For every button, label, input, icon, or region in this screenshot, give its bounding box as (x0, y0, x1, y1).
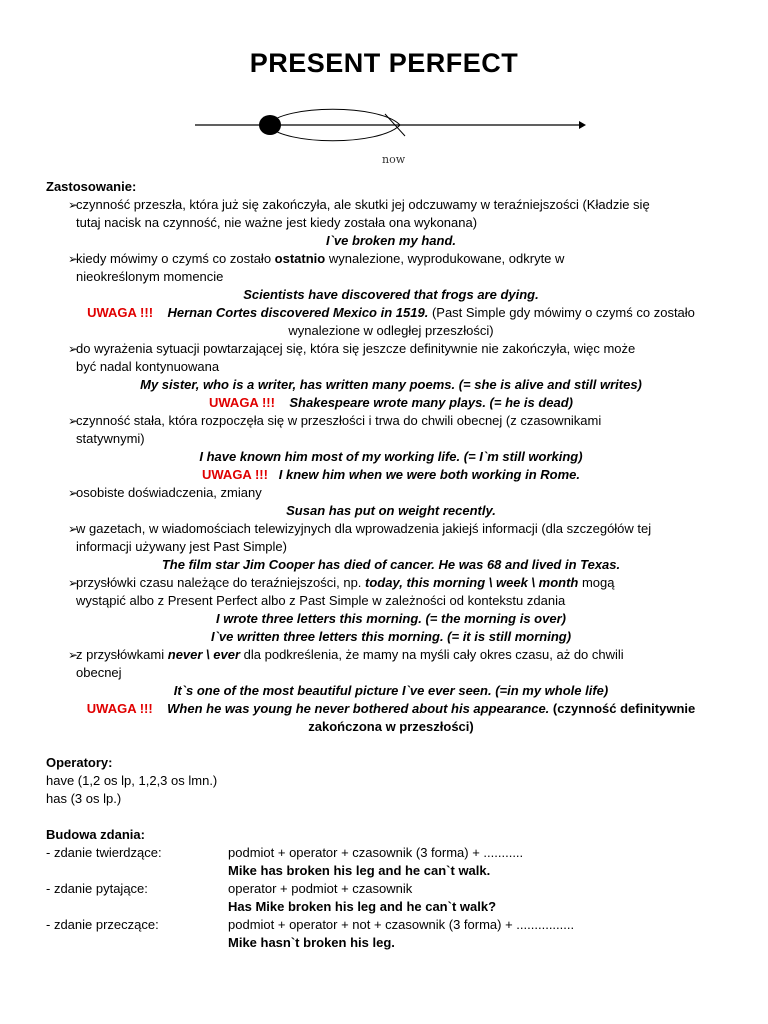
section-heading-zastosowanie: Zastosowanie: (46, 179, 137, 194)
section-heading-budowa: Budowa zdania: (46, 827, 145, 842)
warning-note: UWAGA !!! Hernan Cortes discovered Mexico in 1519. (Past Simple gdy mówimy o czymś co zostało (87, 305, 695, 320)
example-sentence: The film star Jim Cooper has died of cancer. He was 68 and lived in Texas. (161, 557, 621, 572)
example-sentence: It`s one of the most beautiful picture I`ve ever seen. (=in my whole life) (173, 683, 609, 698)
arrow-bullet-icon: ➢ (68, 342, 79, 356)
sentence-structure-row: - zdanie przeczące: podmiot + operator + not + czasownik (3 forma) + ................ (46, 917, 575, 932)
example-sentence: I`ve broken my hand. (325, 233, 457, 248)
example-sentence: My sister, who is a writer, has written many poems. (= she is alive and still writes) (140, 377, 642, 392)
timeline-diagram (195, 106, 587, 146)
arrow-bullet-icon: ➢ (68, 252, 79, 266)
example-sentence: I`ve written three letters this morning. (= it is still morning) (210, 629, 572, 644)
warning-note: UWAGA !!! When he was young he never bothered about his appearance. (czynność definitywnie (86, 701, 696, 716)
warning-label: UWAGA !!! (86, 701, 153, 716)
example-sentence: I wrote three letters this morning. (= the morning is over) (216, 611, 566, 626)
list-item: ➢ czynność przeszła, która już się zakończyła, ale skutki jej odczuwamy w teraźniejszości (Kładzie się tutaj nacisk na czynność, nie ważne jest kiedy została ona wykonana) (68, 197, 650, 230)
warning-label: UWAGA !!! (87, 305, 154, 320)
example-sentence: Susan has put on weight recently. (286, 503, 496, 518)
operator-has: has (3 os lp.) (46, 791, 122, 806)
section-heading-operatory: Operatory: (46, 755, 113, 770)
list-item: ➢ do wyrażenia sytuacji powtarzającej się, która się jeszcze definitywnie nie zakończyła, więc może być nadal kontynuowana (68, 341, 636, 374)
list-item: ➢ z przysłówkami never \ ever dla podkreślenia, że mamy na myśli cały okres czasu, aż do chwili obecnej (68, 647, 624, 680)
example-sentence: Mike hasn`t broken his leg. (228, 935, 395, 950)
now-label: now (382, 153, 406, 166)
arrow-bullet-icon: ➢ (68, 198, 79, 212)
warning-note: UWAGA !!! I knew him when we were both working in Rome. (201, 467, 580, 482)
list-item: ➢ przysłówki czasu należące do teraźniejszości, np. today, this morning \ week \ month mogą wystąpić albo z Present Perfect albo z Past Simple w zależności od kontekstu zdania (68, 575, 615, 608)
example-sentence: Scientists have discovered that frogs are dying. (243, 287, 539, 302)
arrow-bullet-icon: ➢ (68, 414, 79, 428)
list-item: ➢ czynność stała, która rozpoczęła się w przeszłości i trwa do chwili obecnej (z czasownikami statywnymi) (68, 413, 602, 446)
example-sentence: Mike has broken his leg and he can`t walk. (228, 863, 491, 878)
sentence-structure-row: - zdanie pytające: operator + podmiot + czasownik (46, 881, 413, 896)
sentence-structure-row: - zdanie twierdzące: podmiot + operator + czasownik (3 forma) + ........... (46, 845, 524, 860)
arrow-bullet-icon: ➢ (68, 522, 79, 536)
list-item: ➢ kiedy mówimy o czymś co zostało ostatnio wynalezione, wyprodukowane, odkryte w nieokreślonym momencie (68, 251, 565, 284)
arrow-bullet-icon: ➢ (68, 486, 79, 500)
example-sentence: I have known him most of my working life. (= I`m still working) (199, 449, 583, 464)
arrow-bullet-icon: ➢ (68, 648, 79, 662)
warning-label: UWAGA !!! (208, 395, 275, 410)
past-action-dot (259, 115, 281, 135)
list-item: ➢ osobiste doświadczenia, zmiany (68, 485, 262, 500)
list-item: ➢ w gazetach, w wiadomościach telewizyjnych dla wprowadzenia jakiejś informacji (dla szczegółów tej informacji używany jest Past Simple) (68, 521, 652, 554)
warning-note: UWAGA !!! Shakespeare wrote many plays. (= he is dead) (208, 395, 573, 410)
warning-label: UWAGA !!! (201, 467, 268, 482)
page-title: PRESENT PERFECT (249, 48, 519, 78)
timeline-arrowhead (579, 121, 586, 129)
document-body: Zastosowanie: ➢ czynność przeszła, która już się zakończyła, ale skutki jej odczuwamy w teraźniejszości (Kładzie się tutaj nacisk na czynność, nie ważne jest kiedy została ona wykonana) I`ve broken my hand. ➢ kiedy mówimy o czymś co zostało ostatnio wynalezione, wyprodukowane, odkryte w nieokreślonym momencie Scientists have discovered that frogs are dying. UWAGA !!! Hernan Cortes discovered Mexico in 1519. (Past Simple gdy mówimy o czymś co zostało wynalezione w odległej przeszłości) ➢ do wyrażenia sytuacji powtarzającej się, która się jeszcze definitywnie nie zakończyła, więc może być nadal kontynuowana My sister, who is a writer, has written many poems. (= she is alive and still writes) UWAGA !!! Shakespeare wrote many plays. (= he is dead) ➢ czynność stała, która rozpoczęła się w przeszłości i trwa do chwili obecnej (z czasownikami statywnymi) I have known him most of my working life. (= I`m still working) UWAGA !!! I knew him when we were both working in Rome. ➢ osobiste doświadczenia, zmiany Susan has put on weight recently. ➢ w gazetach, w wiadomościach telewizyjnych dla wprowadzenia jakiejś informacji (dla szczegółów tej informacji używany jest Past Simple) The film star Jim Cooper has died of cancer. He was 68 and lived in Texas. ➢ przysłówki czasu należące do teraźniejszości, np. today, this morning \ week \ month mogą wystąpić albo z Present Perfect albo z Past Simple w zależności od kontekstu zdania I wrote three letters this morning. (= the morning is over) I`ve written three letters this morning. (= it is still morning) ➢ z przysłówkami never \ ever dla podkreślenia, że mamy na myśli cały okres czasu, aż do chwili obecnej It`s one of the most beautiful picture I`ve ever seen. (=in my whole life) UWAGA !!! When he was young he never bothered about his appearance. (czynność definitywnie zakończona w przeszłości) Operatory: have (1,2 os lp, 1,2,3 os lmn.) has (3 os lp.) Budowa zdania: - zdanie twierdzące: podmiot + operator + czasownik (3 forma) + ........... Mike has broken his leg and he can`t walk. - zdanie pytające: operator + podmiot + czasownik Has Mike broken his leg and he can`t walk? - zdanie przeczące: podmiot + operator + not + czasownik (3 forma) + ................ Mike hasn`t broken his leg. (46, 178, 736, 952)
example-sentence: Has Mike broken his leg and he can`t walk? (228, 899, 497, 914)
arrow-bullet-icon: ➢ (68, 576, 79, 590)
operator-have: have (1,2 os lp, 1,2,3 os lmn.) (46, 773, 218, 788)
